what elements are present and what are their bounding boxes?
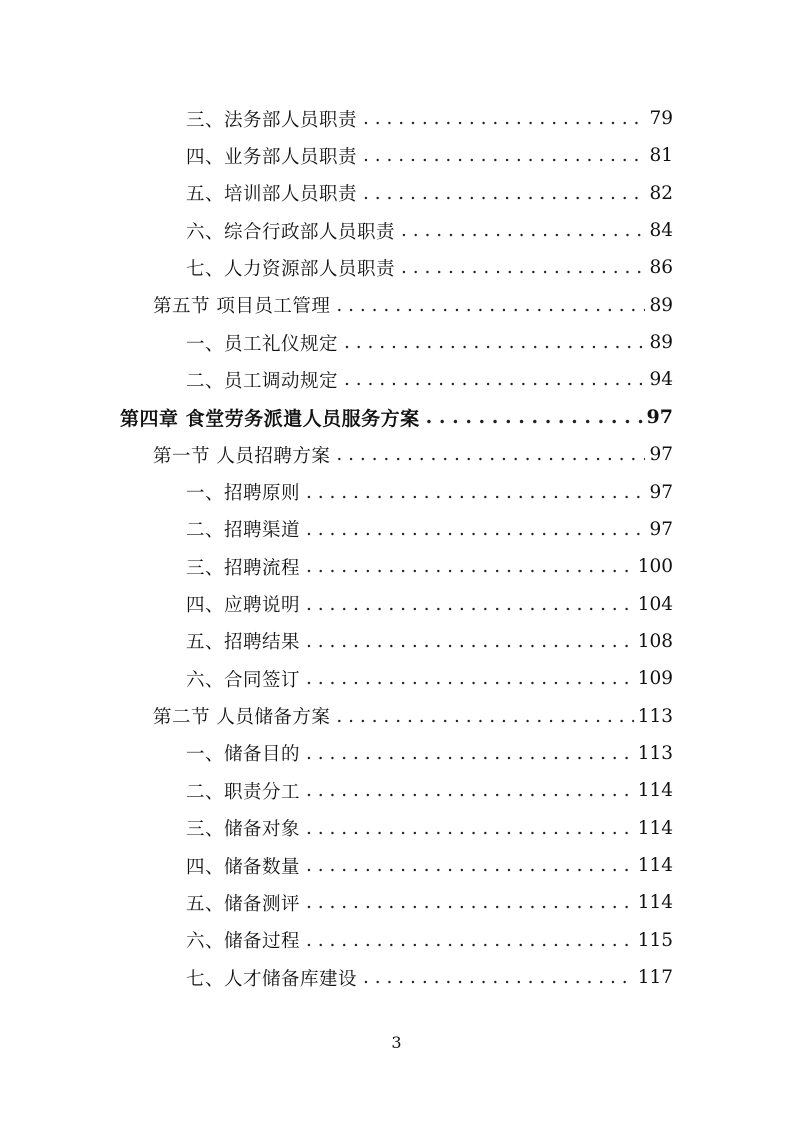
toc-entry-title: 七、人才储备库建设 <box>186 968 358 990</box>
toc-entry-page: 100 <box>637 556 673 578</box>
toc-entry-title: 七、人力资源部人员职责 <box>186 258 396 280</box>
toc-entry-page: 113 <box>637 742 673 764</box>
toc-dot-leader <box>336 444 645 465</box>
toc-entry-page: 114 <box>637 817 673 839</box>
toc-dot-leader <box>306 780 634 801</box>
toc-entry-page: 81 <box>649 145 673 167</box>
toc-entry[interactable] <box>186 548 673 585</box>
toc-entry-title: 一、储备目的 <box>186 744 301 766</box>
toc-entry-title: 一、员工礼仪规定 <box>186 333 339 355</box>
toc-entry-page: 115 <box>637 929 673 951</box>
toc-entry-title: 第四章 食堂劳务派遣人员服务方案 <box>120 407 420 430</box>
toc-entry-page: 89 <box>649 294 673 316</box>
toc-entry[interactable] <box>186 922 673 959</box>
toc-entry-page: 97 <box>646 406 673 429</box>
toc-entry[interactable] <box>186 249 673 286</box>
toc-entry[interactable] <box>186 361 673 398</box>
toc-dot-leader <box>344 332 645 353</box>
toc-entry-page: 117 <box>637 967 673 989</box>
toc-dot-leader <box>306 930 634 951</box>
toc-entry-title: 二、招聘渠道 <box>186 520 301 542</box>
toc-dot-leader <box>401 220 645 241</box>
toc-dot-leader <box>306 631 634 652</box>
toc-entry-title: 五、招聘结果 <box>186 632 301 654</box>
toc-dot-leader <box>363 967 634 988</box>
toc-entry[interactable] <box>186 660 673 697</box>
toc-entry-page: 94 <box>649 369 673 391</box>
toc-entry-title: 二、职责分工 <box>186 781 301 803</box>
toc-entry-title: 五、储备测评 <box>186 893 301 915</box>
toc-entry-page: 104 <box>637 593 673 615</box>
toc-dot-leader <box>401 257 645 278</box>
toc-entry-title: 第五节 项目员工管理 <box>153 296 331 318</box>
toc-dot-leader <box>306 855 634 876</box>
toc-entry[interactable] <box>186 586 673 623</box>
toc-entry[interactable] <box>120 399 673 436</box>
toc-dot-leader <box>306 519 645 540</box>
toc-entry[interactable] <box>186 810 673 847</box>
toc-entry-page: 109 <box>637 668 673 690</box>
toc-entry-page: 108 <box>637 630 673 652</box>
toc-entry[interactable] <box>186 623 673 660</box>
toc-dot-leader <box>363 145 645 166</box>
toc-entry[interactable] <box>153 698 673 735</box>
toc-dot-leader <box>306 892 634 913</box>
toc-entry[interactable] <box>186 175 673 212</box>
toc-entry[interactable] <box>186 772 673 809</box>
toc-dot-leader <box>344 369 645 390</box>
toc-entry-title: 六、合同签订 <box>186 669 301 691</box>
toc-dot-leader <box>336 706 633 727</box>
toc-entry-page: 86 <box>649 257 673 279</box>
toc-dot-leader <box>336 295 645 316</box>
toc-entry[interactable] <box>186 959 673 996</box>
toc-entry-title: 六、储备过程 <box>186 931 301 953</box>
toc-entry[interactable] <box>186 735 673 772</box>
toc-entry-title: 一、招聘原则 <box>186 483 301 504</box>
toc-entry-page: 82 <box>649 182 673 204</box>
page-number: 3 <box>391 1033 402 1052</box>
toc-entry-page: 114 <box>637 780 673 802</box>
toc-entry-title: 三、储备对象 <box>186 819 301 841</box>
toc-entry-page: 97 <box>649 444 673 466</box>
toc-entry-page: 114 <box>637 855 673 876</box>
toc-dot-leader <box>306 668 634 689</box>
toc-entry-title: 四、业务部人员职责 <box>186 146 358 168</box>
toc-entry[interactable] <box>186 474 673 511</box>
toc-entry[interactable] <box>186 884 673 921</box>
toc-entry-title: 第一节 人员招聘方案 <box>153 445 331 467</box>
toc-entry[interactable] <box>186 100 673 137</box>
toc-entry-title: 三、法务部人员职责 <box>186 109 358 131</box>
toc-dot-leader <box>363 183 645 204</box>
toc-entry[interactable] <box>186 847 673 884</box>
toc-entry-page: 97 <box>649 518 673 540</box>
toc-dot-leader <box>306 482 645 503</box>
toc-entry-page: 79 <box>649 108 673 129</box>
toc-entry-title: 四、储备数量 <box>186 856 301 878</box>
toc-entry-title: 六、综合行政部人员职责 <box>186 221 396 243</box>
toc-dot-leader <box>363 108 645 129</box>
toc-entry-page: 113 <box>637 705 673 727</box>
toc-entry[interactable] <box>186 511 673 548</box>
toc-entry[interactable] <box>153 436 673 473</box>
toc-entry-page: 114 <box>637 892 673 914</box>
toc-entry-title: 第二节 人员储备方案 <box>153 707 331 729</box>
toc-entry-title: 三、招聘流程 <box>186 557 301 579</box>
toc-entry-page: 84 <box>649 220 673 242</box>
toc-dot-leader <box>306 556 634 577</box>
toc-dot-leader <box>426 406 643 428</box>
toc-entry[interactable] <box>186 137 673 174</box>
toc-entry-title: 二、员工调动规定 <box>186 370 339 392</box>
toc-entry-title: 五、培训部人员职责 <box>186 184 358 206</box>
toc-entry-page: 97 <box>649 481 673 503</box>
toc-entry[interactable] <box>153 287 673 324</box>
toc-entry[interactable] <box>186 212 673 249</box>
toc-dot-leader <box>306 743 634 764</box>
toc-entry-title: 四、应聘说明 <box>186 595 301 617</box>
toc-dot-leader <box>306 818 634 839</box>
toc-entry[interactable] <box>186 324 673 361</box>
toc-entry-page: 89 <box>649 332 673 354</box>
toc-dot-leader <box>306 594 634 615</box>
